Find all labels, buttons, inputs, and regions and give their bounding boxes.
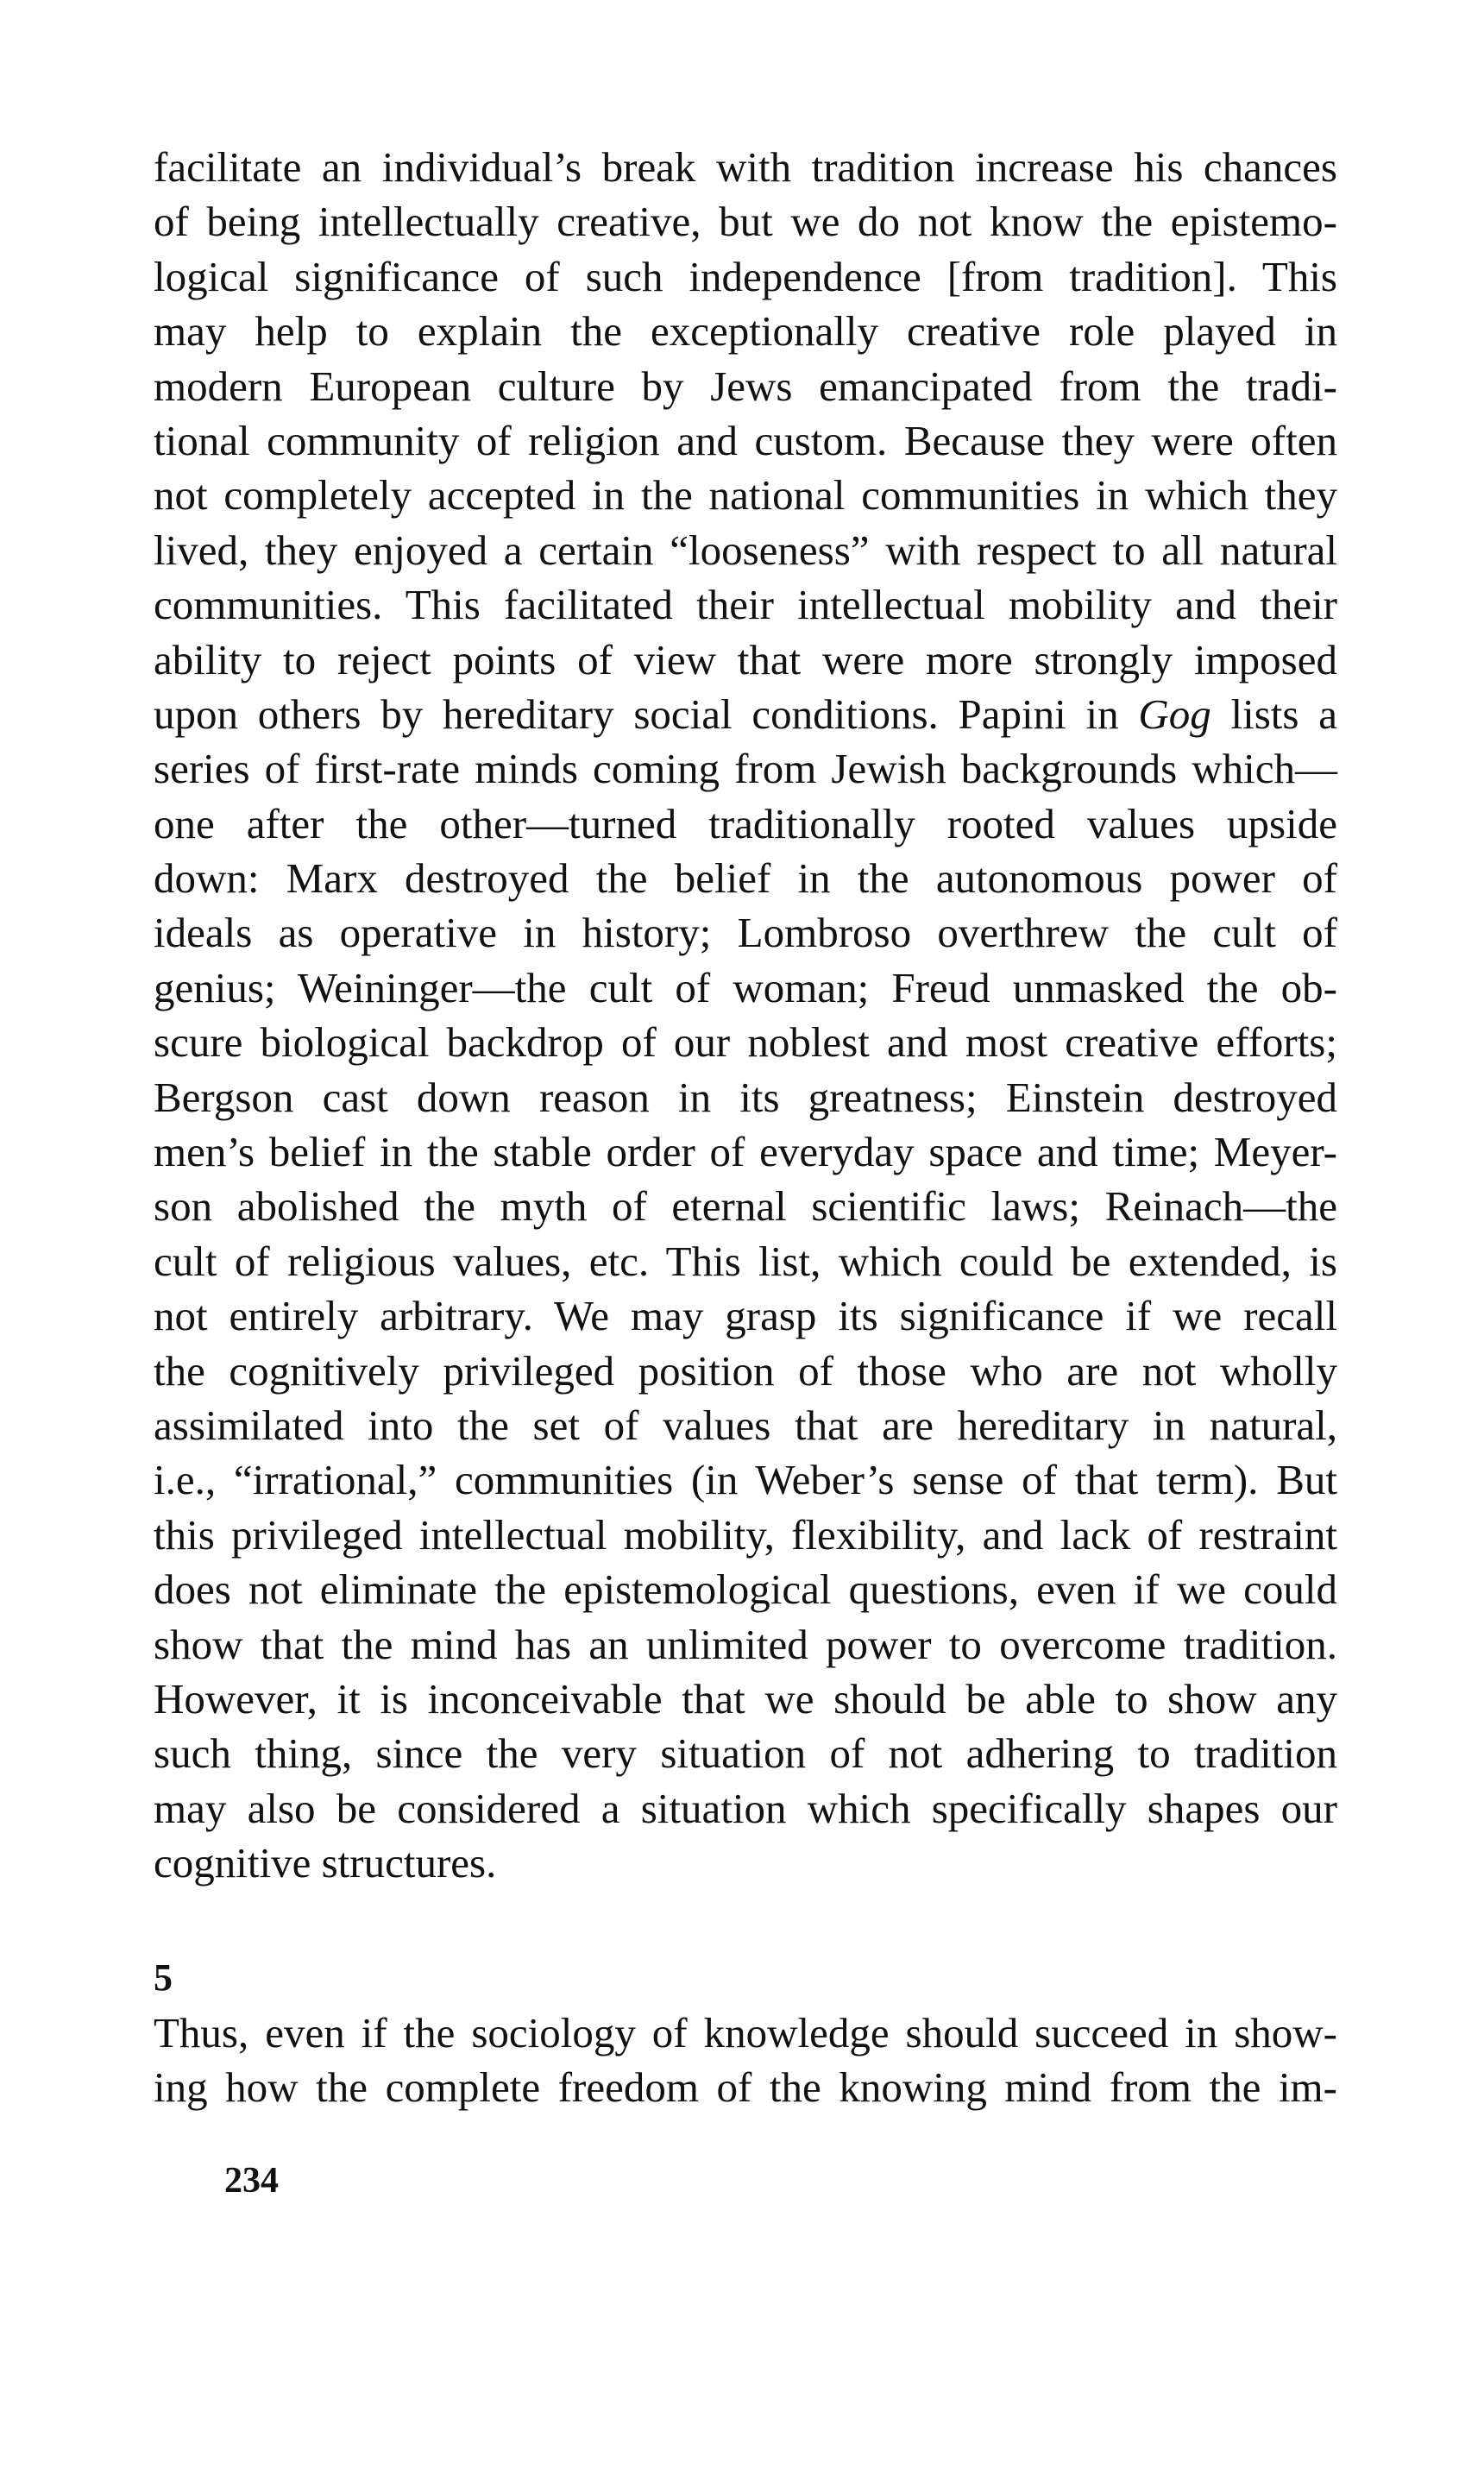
text-line: scure biological backdrop of our noblest and most creative efforts; (154, 1018, 1337, 1067)
text-line: son abolished the myth of eternal scientific laws; Reinach—the (154, 1182, 1337, 1231)
paragraph-2 (154, 2006, 1337, 2115)
text-line: i.e., “irrational,” communities (in Weber’s sense of that term). But (154, 1456, 1337, 1504)
text-line: show that the mind has an unlimited power to overcome tradition. (154, 1620, 1337, 1668)
text-line: the cognitively privileged position of those who are not wholly (154, 1346, 1337, 1395)
text-line: one after the other—turned traditionally rooted values upside (154, 799, 1337, 847)
text-line: not entirely arbitrary. We may grasp its significance if we recall (154, 1292, 1337, 1340)
text-line: lived, they enjoyed a certain “looseness” with respect to all natural (154, 526, 1337, 574)
text-line: Thus, even if the sociology of knowledge should succeed in show- (154, 2009, 1337, 2057)
text-line: genius; Weininger—the cult of woman; Freud unmasked the ob- (154, 963, 1337, 1011)
text-run: lists a (1210, 690, 1337, 738)
book-title-italic: Gog (1138, 690, 1211, 738)
text-line: However, it is inconceivable that we should be able to show any (154, 1674, 1337, 1723)
text-line: ing how the complete freedom of the knowing mind from the im- (154, 2063, 1337, 2112)
paragraph-1 (154, 140, 1337, 1891)
text-line: communities. This facilitated their intellectual mobility and their (154, 581, 1337, 629)
text-line: not completely accepted in the national communities in which they (154, 471, 1337, 520)
text-line: may help to explain the exceptionally creative role played in (154, 307, 1337, 356)
text-line: cognitive structures. (154, 1839, 497, 1887)
text-line: logical significance of such independence [from tradition]. This (154, 252, 1337, 300)
text-line: Bergson cast down reason in its greatness; Einstein destroyed (154, 1073, 1337, 1121)
text-line: cult of religious values, etc. This list, which could be extended, is (154, 1237, 1337, 1285)
text-line-with-title (154, 687, 1337, 741)
text-line: ability to reject points of view that were more strongly imposed (154, 635, 1337, 683)
page-number: 234 (224, 2161, 279, 2201)
text-line: facilitate an individual’s break with tradition increase his chances (154, 143, 1337, 191)
text-line: of being intellectually creative, but we do not know the epistemo- (154, 198, 1337, 246)
text-line: this privileged intellectual mobility, flexibility, and lack of restraint (154, 1510, 1337, 1559)
text-line: does not eliminate the epistemological questions, even if we could (154, 1565, 1337, 1614)
text-line: such thing, since the very situation of not adhering to tradition (154, 1729, 1337, 1778)
text-line: series of first-rate minds coming from Jewish backgrounds which— (154, 745, 1337, 793)
text-line: assimilated into the set of values that are hereditary in natural, (154, 1401, 1337, 1449)
text-line: modern European culture by Jews emancipated from the tradi- (154, 362, 1337, 410)
text-line: may also be considered a situation which specifically shapes our (154, 1784, 1337, 1832)
section-number: 5 (154, 1956, 173, 1999)
text-line: tional community of religion and custom. Because they were often (154, 416, 1337, 464)
text-run: upon others by hereditary social conditions. Papini in (154, 690, 1139, 738)
text-line: down: Marx destroyed the belief in the autonomous power of (154, 854, 1337, 903)
text-line: men’s belief in the stable order of everyday space and time; Meyer- (154, 1128, 1337, 1176)
text-line: ideals as operative in history; Lombroso overthrew the cult of (154, 909, 1337, 957)
